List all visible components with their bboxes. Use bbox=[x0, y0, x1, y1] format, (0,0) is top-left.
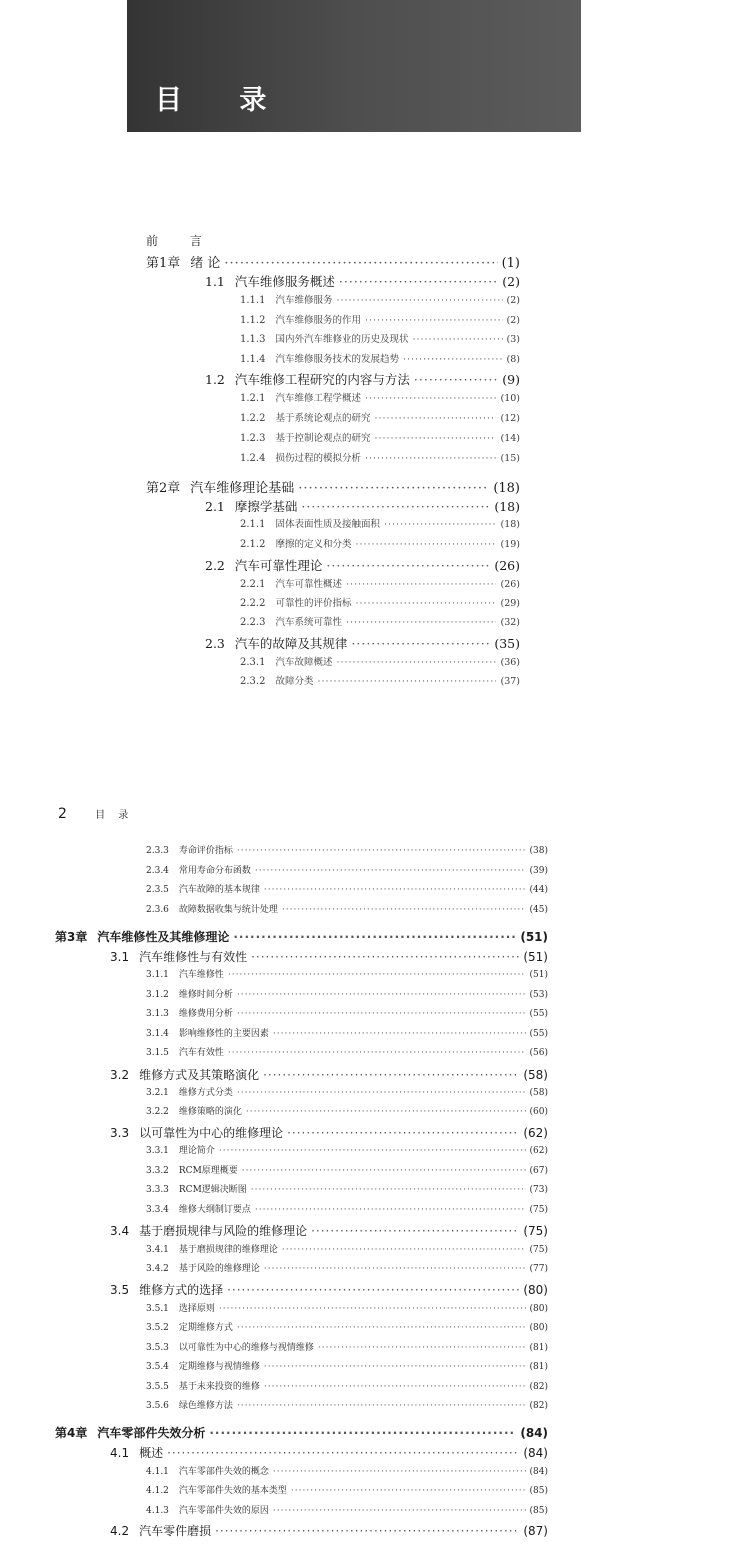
toc-leader-dots bbox=[167, 1446, 519, 1460]
toc-entry-number: 2.1.2 bbox=[240, 539, 266, 550]
toc-leader-dots bbox=[336, 657, 496, 668]
toc-entry-number: 2.2.2 bbox=[240, 598, 266, 609]
toc-leader-dots bbox=[273, 1029, 526, 1039]
toc-entry-number: 2.3.4 bbox=[146, 866, 169, 876]
toc-entry-title: 影响维修性的主要因素 bbox=[178, 1029, 269, 1039]
toc-entry-page: (51) bbox=[520, 930, 548, 944]
toc-subsection-entry bbox=[146, 863, 548, 883]
toc-leader-dots bbox=[264, 1362, 526, 1372]
toc-leader-dots bbox=[237, 990, 526, 1000]
toc-entry-number: 4.1.1 bbox=[146, 1467, 169, 1477]
toc-leader-dots bbox=[255, 866, 526, 876]
toc-entry-page: (2) bbox=[502, 274, 520, 289]
toc-entry-title: 维修方式的选择 bbox=[139, 1283, 224, 1297]
toc-entry-page: (45) bbox=[529, 905, 548, 915]
toc-leader-dots bbox=[282, 905, 526, 915]
toc-section-entry bbox=[110, 1222, 548, 1242]
toc-entry-page: (18) bbox=[493, 481, 520, 496]
toc-entry-number: 3.5.4 bbox=[146, 1362, 169, 1372]
toc-entry-number: 4.1.2 bbox=[146, 1486, 169, 1496]
toc-section-entry bbox=[205, 272, 520, 292]
toc-leader-dots bbox=[209, 1426, 516, 1440]
toc-subsection-entry bbox=[146, 1182, 548, 1202]
toc-leader-dots bbox=[291, 1486, 526, 1496]
toc-entry-number: 3.3 bbox=[110, 1126, 130, 1140]
toc-entry-title: 汽车的故障及其规律 bbox=[234, 636, 348, 651]
preface-entry: 前 言 bbox=[146, 234, 216, 248]
toc-section-entry bbox=[110, 1124, 548, 1144]
toc-entry-title: 国内外汽车维修业的历史及现状 bbox=[275, 334, 409, 345]
toc-entry-title: 维修费用分析 bbox=[178, 1009, 233, 1019]
toc-entry-title: 汽车零部件失效的概念 bbox=[178, 1467, 269, 1477]
toc-subsection-entry bbox=[146, 1320, 548, 1340]
toc-leader-dots bbox=[264, 1264, 526, 1274]
toc-entry-number: 第1章 bbox=[146, 256, 181, 271]
toc-subsection-entry bbox=[240, 351, 520, 371]
toc-subsection-entry bbox=[240, 595, 520, 615]
toc-leader-dots bbox=[351, 636, 490, 651]
toc-entry-title: 维修大纲制订要点 bbox=[178, 1205, 251, 1215]
toc-entry-title: 汽车有效性 bbox=[178, 1048, 224, 1058]
toc-entry-number: 3.3.4 bbox=[146, 1205, 169, 1215]
toc-entry-number: 2.3.3 bbox=[146, 846, 169, 856]
toc-entry-number: 3.1.3 bbox=[146, 1009, 169, 1019]
toc-subsection-entry bbox=[146, 1006, 548, 1026]
toc-entry-page: (18) bbox=[494, 499, 520, 514]
toc-leader-dots bbox=[282, 1245, 526, 1255]
page-number: 2 bbox=[58, 806, 67, 822]
toc-section-entry bbox=[110, 1522, 548, 1542]
toc-subsection-entry bbox=[240, 450, 520, 470]
toc-entry-title: 摩擦学基础 bbox=[234, 499, 298, 514]
toc-entry-page: (55) bbox=[529, 1029, 548, 1039]
toc-entry-number: 第4章 bbox=[55, 1426, 88, 1440]
toc-entry-page: (29) bbox=[500, 598, 520, 609]
toc-entry-page: (14) bbox=[500, 433, 520, 444]
toc-entry-number: 3.2.1 bbox=[146, 1088, 169, 1098]
toc-subsection-entry bbox=[240, 312, 520, 332]
toc-leader-dots bbox=[227, 1283, 519, 1297]
toc-leader-dots bbox=[365, 393, 497, 404]
toc-leader-dots bbox=[374, 433, 496, 444]
toc-entry-title: 汽车维修理论基础 bbox=[190, 481, 295, 496]
toc-leader-dots bbox=[287, 1126, 519, 1140]
toc-entry-title: 汽车维修工程学概述 bbox=[275, 393, 361, 404]
toc-leader-dots bbox=[273, 1467, 526, 1477]
toc-entry-number: 3.1.1 bbox=[146, 970, 169, 980]
toc-entry-title: 汽车零部件失效的基本类型 bbox=[178, 1486, 287, 1496]
toc-subsection-entry bbox=[240, 576, 520, 596]
toc-entry-page: (75) bbox=[529, 1205, 548, 1215]
toc-subsection-entry bbox=[146, 1301, 548, 1321]
toc-leader-dots bbox=[264, 1382, 526, 1392]
toc-leader-dots bbox=[374, 413, 496, 424]
toc-entry-number: 4.2 bbox=[110, 1524, 130, 1538]
toc-entry-title: 汽车维修服务技术的发展趋势 bbox=[275, 354, 399, 365]
toc-leader-dots bbox=[412, 334, 502, 345]
toc-entry-page: (84) bbox=[523, 1446, 548, 1460]
toc-entry-title: 汽车可靠性理论 bbox=[234, 558, 323, 573]
toc-subsection-entry bbox=[146, 1379, 548, 1399]
toc-entry-number: 1.2.2 bbox=[240, 413, 266, 424]
toc-entry-number: 2.2.3 bbox=[240, 617, 266, 628]
toc-entry-page: (58) bbox=[529, 1088, 548, 1098]
toc-entry-page: (60) bbox=[529, 1107, 548, 1117]
toc-subsection-entry bbox=[146, 1359, 548, 1379]
toc-leader-dots bbox=[355, 598, 496, 609]
toc-entry-page: (26) bbox=[494, 558, 520, 573]
toc-entry-title: 基于磨损规律的维修理论 bbox=[178, 1245, 278, 1255]
toc-entry-number: 2.3.5 bbox=[146, 885, 169, 895]
toc-leader-dots bbox=[403, 354, 503, 365]
toc-entry-number: 2.3 bbox=[205, 636, 225, 651]
toc-entry-title: 维修方式分类 bbox=[178, 1088, 233, 1098]
toc-entry-page: (84) bbox=[529, 1467, 548, 1477]
toc-entry-title: 故障分类 bbox=[275, 676, 314, 687]
page-2-header bbox=[58, 806, 133, 822]
toc-entry-page: (19) bbox=[500, 539, 520, 550]
toc-leader-dots bbox=[339, 274, 498, 289]
toc-entry-number: 3.4 bbox=[110, 1224, 130, 1238]
toc-entry-page: (35) bbox=[494, 636, 520, 651]
toc-entry-title: 基于控制论观点的研究 bbox=[275, 433, 371, 444]
toc-entry-title: 基于未来投资的维修 bbox=[178, 1382, 260, 1392]
toc-leader-dots bbox=[384, 519, 497, 530]
toc-leader-dots bbox=[264, 885, 526, 895]
toc-entry-page: (9) bbox=[502, 372, 520, 387]
toc-entry-page: (80) bbox=[529, 1323, 548, 1333]
toc-entry-title: 定期维修与视情维修 bbox=[178, 1362, 260, 1372]
toc-entry-title: 定期维修方式 bbox=[178, 1323, 233, 1333]
toc-entry-page: (75) bbox=[529, 1245, 548, 1255]
toc-entry-title: 汽车维修性及其维修理论 bbox=[97, 930, 230, 944]
toc-subsection-entry bbox=[146, 1104, 548, 1124]
toc-entry-title: 绪 论 bbox=[190, 256, 221, 271]
toc-entry-page: (81) bbox=[529, 1362, 548, 1372]
toc-subsection-entry bbox=[146, 1242, 548, 1262]
toc-entry-number: 3.5 bbox=[110, 1283, 130, 1297]
toc-entry-number: 1.1.4 bbox=[240, 354, 266, 365]
toc-section-entry bbox=[205, 634, 520, 654]
toc-subsection-entry bbox=[146, 1045, 548, 1065]
toc-subsection-entry bbox=[240, 331, 520, 351]
toc-entry-title: 汽车维修服务概述 bbox=[234, 274, 335, 289]
toc-entry-title: 汽车可靠性概述 bbox=[275, 579, 342, 590]
toc-subsection-entry bbox=[146, 1202, 548, 1222]
toc-entry-page: (51) bbox=[529, 970, 548, 980]
toc-subsection-entry bbox=[146, 882, 548, 902]
toc-chapter-entry bbox=[55, 1424, 548, 1444]
toc-leader-dots bbox=[219, 1304, 526, 1314]
toc-subsection-entry bbox=[146, 1398, 548, 1418]
toc-entry-page: (39) bbox=[529, 866, 548, 876]
toc-entry-number: 3.3.3 bbox=[146, 1185, 169, 1195]
toc-leader-dots bbox=[365, 453, 497, 464]
toc-leader-dots bbox=[263, 1068, 519, 1082]
toc-entry-number: 1.1.3 bbox=[240, 334, 266, 345]
toc-entry-title: 基于风险的维修理论 bbox=[178, 1264, 260, 1274]
toc-entry-page: (55) bbox=[529, 1009, 548, 1019]
toc-entry-page: (62) bbox=[529, 1146, 548, 1156]
toc-entry-number: 3.5.3 bbox=[146, 1343, 169, 1353]
toc-entry-number: 3.4.1 bbox=[146, 1245, 169, 1255]
toc-entry-number: 3.1 bbox=[110, 950, 130, 964]
toc-entry-number: 3.2 bbox=[110, 1068, 130, 1082]
toc-leader-dots bbox=[346, 617, 497, 628]
toc-entry-page: (44) bbox=[529, 885, 548, 895]
running-head: 目 录 bbox=[95, 810, 134, 821]
toc-leader-dots bbox=[237, 1088, 526, 1098]
toc-chapter-entry bbox=[55, 928, 548, 948]
toc-entry-number: 2.2.1 bbox=[240, 579, 266, 590]
toc-entry-title: 基于系统论观点的研究 bbox=[275, 413, 371, 424]
toc-subsection-entry bbox=[146, 902, 548, 922]
toc-entry-title: 故障数据收集与统计处理 bbox=[178, 905, 278, 915]
toc-entry-page: (87) bbox=[523, 1524, 548, 1538]
toc-leader-dots bbox=[255, 1205, 526, 1215]
toc-section-entry bbox=[205, 497, 520, 517]
toc-entry-page: (2) bbox=[506, 315, 520, 326]
toc-leader-dots bbox=[219, 1146, 526, 1156]
toc-entry-number: 3.5.6 bbox=[146, 1401, 169, 1411]
toc-chapter-entry bbox=[146, 477, 520, 497]
toc-entry-number: 3.1.5 bbox=[146, 1048, 169, 1058]
toc-entry-number: 3.5.5 bbox=[146, 1382, 169, 1392]
toc-entry-number: 3.4.2 bbox=[146, 1264, 169, 1274]
toc-entry-title: 维修时间分析 bbox=[178, 990, 233, 1000]
toc-subsection-entry bbox=[146, 843, 548, 863]
toc-subsection-entry bbox=[240, 430, 520, 450]
toc-entry-number: 第2章 bbox=[146, 481, 181, 496]
toc-subsection-entry bbox=[240, 536, 520, 556]
toc-entry-title: 维修方式及其策略演化 bbox=[139, 1068, 260, 1082]
toc-entry-page: (62) bbox=[523, 1126, 548, 1140]
toc-section-entry bbox=[205, 370, 520, 390]
toc-entry-number: 3.1.4 bbox=[146, 1029, 169, 1039]
toc-entry-page: (8) bbox=[506, 354, 520, 365]
toc-entry-page: (12) bbox=[500, 413, 520, 424]
toc-section-entry bbox=[110, 1281, 548, 1301]
toc-entry-title: RCM原理概要 bbox=[178, 1166, 238, 1176]
toc-entry-page: (36) bbox=[500, 657, 520, 668]
toc-entry-number: 1.1.1 bbox=[240, 295, 266, 306]
toc-entry-page: (84) bbox=[520, 1426, 548, 1440]
toc-entry-number: 4.1 bbox=[110, 1446, 130, 1460]
toc-subsection-entry bbox=[146, 1163, 548, 1183]
toc-section-entry bbox=[110, 1444, 548, 1464]
toc-subsection-entry bbox=[146, 1464, 548, 1484]
toc-entry-title: 理论简介 bbox=[178, 1146, 215, 1156]
toc-entry-number: 2.2 bbox=[205, 558, 225, 573]
toc-entry-title: 汽车维修性 bbox=[178, 970, 224, 980]
toc-leader-dots bbox=[311, 1224, 519, 1238]
toc-entry-number: 3.5.2 bbox=[146, 1323, 169, 1333]
toc-entry-page: (80) bbox=[523, 1283, 548, 1297]
toc-entry-number: 3.3.2 bbox=[146, 1166, 169, 1176]
toc-leader-dots bbox=[298, 481, 489, 496]
toc-entry-number: 1.2.3 bbox=[240, 433, 266, 444]
toc-leader-dots bbox=[365, 315, 503, 326]
toc-entry-title: 汽车维修工程研究的内容与方法 bbox=[234, 372, 410, 387]
toc-entry-page: (38) bbox=[529, 846, 548, 856]
toc-entry-page: (75) bbox=[523, 1224, 548, 1238]
toc-subsection-entry bbox=[146, 1026, 548, 1046]
toc-entry-title: 汽车维修性与有效性 bbox=[139, 950, 248, 964]
toc-entry-title: 汽车故障概述 bbox=[275, 657, 333, 668]
toc-leader-dots bbox=[251, 1185, 526, 1195]
toc-entry-page: (32) bbox=[500, 617, 520, 628]
toc-chapter-entry bbox=[146, 252, 520, 272]
toc-entry-title: 汽车系统可靠性 bbox=[275, 617, 342, 628]
toc-leader-dots bbox=[346, 579, 497, 590]
toc-entry-page: (73) bbox=[529, 1185, 548, 1195]
toc-entry-page: (37) bbox=[500, 676, 520, 687]
toc-entry-title: 基于磨损规律与风险的维修理论 bbox=[139, 1224, 308, 1238]
toc-leader-dots bbox=[251, 950, 519, 964]
toc-entry-number: 4.1.3 bbox=[146, 1506, 169, 1516]
toc-subsection-entry bbox=[146, 1085, 548, 1105]
toc-entry-number: 第3章 bbox=[55, 930, 88, 944]
toc-subsection-entry bbox=[240, 673, 520, 693]
toc-entry-page: (81) bbox=[529, 1343, 548, 1353]
toc-entry-page: (10) bbox=[500, 393, 520, 404]
toc-subsection-entry bbox=[146, 1261, 548, 1281]
toc-entry-title: 可靠性的评价指标 bbox=[275, 598, 352, 609]
toc-leader-dots bbox=[301, 499, 490, 514]
toc-entry-title: 汽车维修服务 bbox=[275, 295, 333, 306]
toc-entry-page: (77) bbox=[529, 1264, 548, 1274]
toc-entry-title: 寿命评价指标 bbox=[178, 846, 233, 856]
toc-entry-number: 3.3.1 bbox=[146, 1146, 169, 1156]
toc-subsection-entry bbox=[146, 1503, 548, 1523]
toc-entry-page: (56) bbox=[529, 1048, 548, 1058]
toc-entry-number: 3.2.2 bbox=[146, 1107, 169, 1117]
toc-entry-number: 2.3.2 bbox=[240, 676, 266, 687]
toc-leader-dots bbox=[318, 1343, 526, 1353]
toc-entry-number: 3.1.2 bbox=[146, 990, 169, 1000]
toc-section-entry bbox=[205, 556, 520, 576]
toc-entry-page: (53) bbox=[529, 990, 548, 1000]
toc-leader-dots bbox=[237, 846, 526, 856]
toc-leader-dots bbox=[237, 1009, 526, 1019]
toc-entry-page: (58) bbox=[523, 1068, 548, 1082]
toc-subsection-entry bbox=[146, 987, 548, 1007]
toc-leader-dots bbox=[233, 930, 516, 944]
toc-leader-dots bbox=[336, 295, 502, 306]
toc-subsection-entry bbox=[146, 1143, 548, 1163]
toc-leader-dots bbox=[326, 558, 490, 573]
toc-entry-page: (82) bbox=[529, 1382, 548, 1392]
toc-entry-page: (26) bbox=[500, 579, 520, 590]
toc-title: 目 录 bbox=[155, 85, 291, 116]
toc-leader-dots bbox=[237, 1401, 526, 1411]
toc-entry-number: 1.1 bbox=[205, 274, 225, 289]
toc-leader-dots bbox=[246, 1107, 526, 1117]
toc-entry-title: 汽车零部件失效分析 bbox=[97, 1426, 206, 1440]
toc-leader-dots bbox=[414, 372, 498, 387]
toc-leader-dots bbox=[273, 1506, 526, 1516]
toc-entry-page: (2) bbox=[506, 295, 520, 306]
toc-entry-number: 1.2 bbox=[205, 372, 225, 387]
toc-entry-page: (18) bbox=[500, 519, 520, 530]
toc-subsection-entry bbox=[240, 410, 520, 430]
toc-entry-title: 汽车零部件失效的原因 bbox=[178, 1506, 269, 1516]
toc-subsection-entry bbox=[240, 614, 520, 634]
toc-leader-dots bbox=[228, 970, 526, 980]
toc-subsection-entry bbox=[240, 654, 520, 674]
toc-leader-dots bbox=[237, 1323, 526, 1333]
toc-entry-title: 以可靠性为中心的维修与视情维修 bbox=[178, 1343, 314, 1353]
toc-leader-dots bbox=[355, 539, 496, 550]
toc-entry-page: (3) bbox=[506, 334, 520, 345]
toc-entry-number: 3.5.1 bbox=[146, 1304, 169, 1314]
toc-leader-dots bbox=[228, 1048, 526, 1058]
toc-entry-title: 固体表面性质及接触面积 bbox=[275, 519, 380, 530]
toc-entry-number: 1.1.2 bbox=[240, 315, 266, 326]
toc-entry-title: 维修策略的演化 bbox=[178, 1107, 242, 1117]
toc-entry-title: 概述 bbox=[139, 1446, 164, 1460]
toc-entry-number: 2.3.1 bbox=[240, 657, 266, 668]
toc-subsection-entry bbox=[240, 516, 520, 536]
toc-section-entry bbox=[110, 1066, 548, 1086]
toc-entry-title: RCM逻辑决断图 bbox=[178, 1185, 247, 1195]
toc-entry-page: (67) bbox=[529, 1166, 548, 1176]
toc-section-entry bbox=[110, 948, 548, 968]
toc-entry-page: (85) bbox=[529, 1486, 548, 1496]
toc-entry-number: 2.3.6 bbox=[146, 905, 169, 915]
toc-leader-dots bbox=[317, 676, 496, 687]
toc-entry-number: 2.1 bbox=[205, 499, 225, 514]
toc-entry-title: 以可靠性为中心的维修理论 bbox=[139, 1126, 284, 1140]
toc-entry-title: 汽车维修服务的作用 bbox=[275, 315, 361, 326]
toc-entry-title: 常用寿命分布函数 bbox=[178, 866, 251, 876]
toc-entry-title: 绿色维修方法 bbox=[178, 1401, 233, 1411]
toc-subsection-entry bbox=[146, 967, 548, 987]
toc-subsection-entry bbox=[240, 390, 520, 410]
toc-entry-page: (1) bbox=[501, 256, 520, 271]
title-banner bbox=[127, 0, 581, 132]
toc-leader-dots bbox=[215, 1524, 519, 1538]
toc-entry-title: 选择原则 bbox=[178, 1304, 215, 1314]
toc-entry-page: (51) bbox=[523, 950, 548, 964]
toc-entry-page: (80) bbox=[529, 1304, 548, 1314]
toc-entry-page: (82) bbox=[529, 1401, 548, 1411]
toc-entry-title: 汽车故障的基本规律 bbox=[178, 885, 260, 895]
toc-entry-page: (15) bbox=[500, 453, 520, 464]
toc-leader-dots bbox=[224, 256, 497, 271]
toc-subsection-entry bbox=[146, 1483, 548, 1503]
toc-entry-title: 摩擦的定义和分类 bbox=[275, 539, 352, 550]
toc-entry-number: 1.2.4 bbox=[240, 453, 266, 464]
toc-entry-number: 2.1.1 bbox=[240, 519, 266, 530]
toc-entry-title: 损伤过程的模拟分析 bbox=[275, 453, 361, 464]
toc-entry-page: (85) bbox=[529, 1506, 548, 1516]
toc-subsection-entry bbox=[240, 292, 520, 312]
toc-subsection-entry bbox=[146, 1340, 548, 1360]
toc-leader-dots bbox=[242, 1166, 526, 1176]
toc-entry-title: 汽车零件磨损 bbox=[139, 1524, 212, 1538]
toc-entry-number: 1.2.1 bbox=[240, 393, 266, 404]
